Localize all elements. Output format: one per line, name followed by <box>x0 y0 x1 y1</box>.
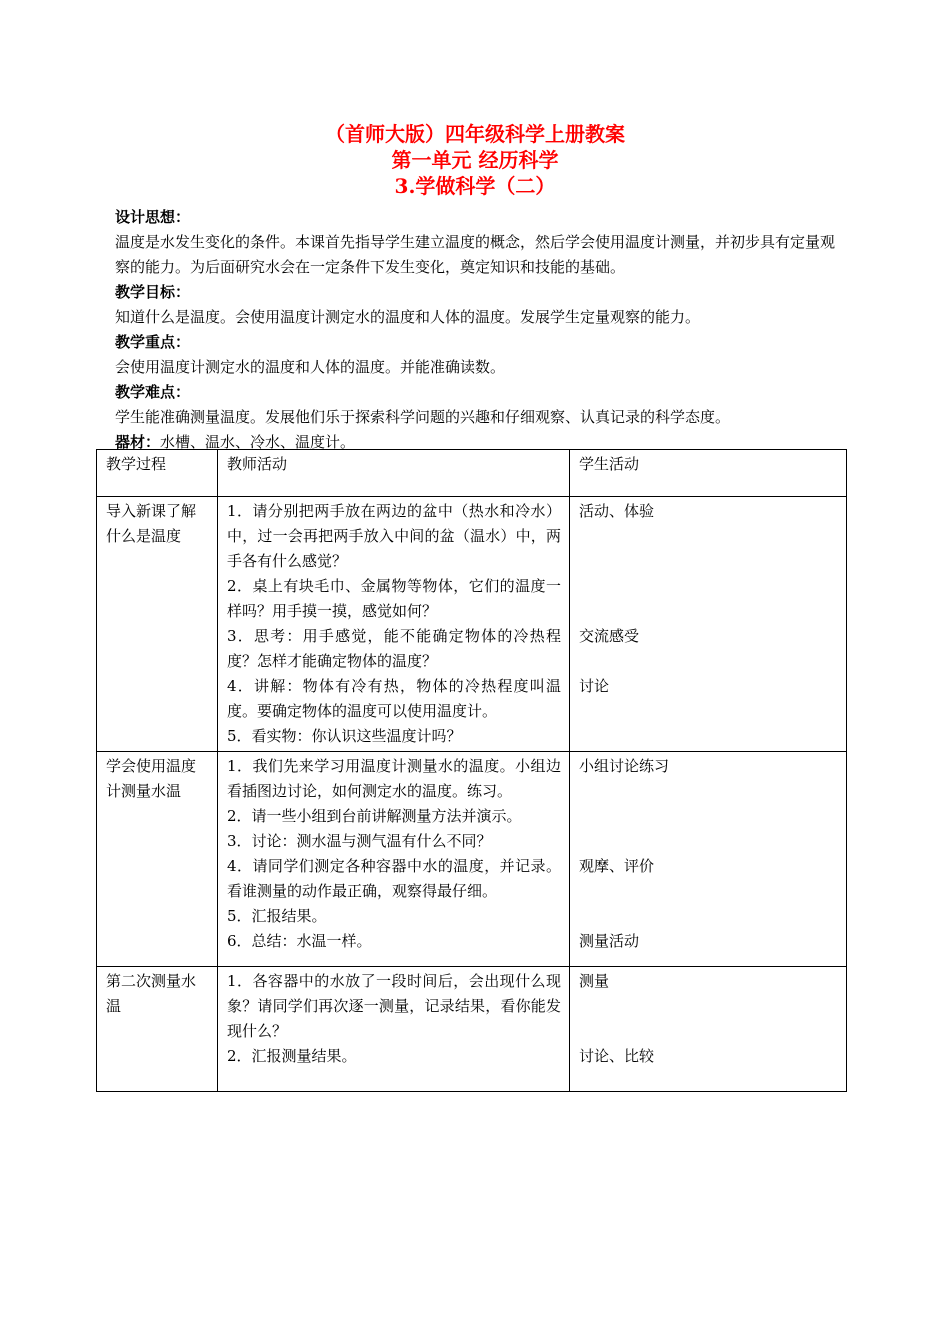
teacher-step: 5．汇报结果。 <box>227 907 327 925</box>
goal-text: 知道什么是温度。会使用温度计测定水的温度和人体的温度。发展学生定量观察的能力。 <box>115 308 701 326</box>
student-activity: 观摩、评价 <box>579 857 655 875</box>
teacher-cell <box>218 752 570 967</box>
teacher-step: 5．看实物：你认识这些温度计吗？ <box>227 727 462 745</box>
title-line-1: （首师大版）四年级科学上册教案 <box>325 122 625 146</box>
student-activity: 交流感受 <box>579 627 640 645</box>
lesson-process-table <box>96 449 847 1092</box>
teacher-step: 1．各容器中的水放了一段时间后，会出现什么现象？请同学们再次逐一测量，记录结果，看你能发现什么？ <box>227 972 561 1040</box>
table-row <box>97 752 847 967</box>
student-activity: 小组讨论练习 <box>579 757 670 775</box>
student-activity: 测量活动 <box>579 932 640 950</box>
materials-text: 水槽、温水、冷水、温度计。 <box>160 433 356 451</box>
student-activity: 讨论、比较 <box>579 1047 655 1065</box>
design-text: 温度是水发生变化的条件。本课首先指导学生建立温度的概念，然后学会使用温度计测量，并初步具有定量观察的能力。为后面研究水会在一定条件下发生变化，奠定知识和技能的基础。 <box>115 233 836 276</box>
teacher-step: 3．思考：用手感觉，能不能确定物体的冷热程度？怎样才能确定物体的温度？ <box>227 627 561 670</box>
table-row <box>97 967 847 1092</box>
teacher-step: 2．请一些小组到台前讲解测量方法并演示。 <box>227 807 522 825</box>
difficulty-heading: 教学难点： <box>115 383 191 401</box>
student-cell <box>570 497 847 752</box>
teacher-cell <box>218 497 570 752</box>
header-teacher: 教师活动 <box>218 450 570 497</box>
teacher-step: 3．讨论：测水温与测气温有什么不同？ <box>227 832 492 850</box>
student-activity: 活动、体验 <box>579 502 655 520</box>
teacher-step: 2．汇报测量结果。 <box>227 1047 357 1065</box>
materials-label: 器材： <box>115 433 161 451</box>
teacher-step: 2．桌上有块毛巾、金属物等物体，它们的温度一样吗？用手摸一摸，感觉如何？ <box>227 577 561 620</box>
teacher-cell <box>218 967 570 1092</box>
header-student: 学生活动 <box>570 450 847 497</box>
title-line-3: 3.学做科学（二） <box>394 174 556 198</box>
process-cell: 导入新课了解什么是温度 <box>97 497 218 752</box>
teacher-step: 6．总结：水温一样。 <box>227 932 372 950</box>
teacher-step: 4．请同学们测定各种容器中水的温度，并记录。看谁测量的动作最正确，观察得最仔细。 <box>227 857 561 900</box>
difficulty-text: 学生能准确测量温度。发展他们乐于探索科学问题的兴趣和仔细观察、认真记录的科学态度。 <box>115 408 731 426</box>
student-cell <box>570 752 847 967</box>
teacher-step: 1．请分别把两手放在两边的盆中（热水和冷水）中，过一会再把两手放入中间的盆（温水）中，两手各有什么感觉？ <box>227 502 561 570</box>
student-activity: 讨论 <box>579 677 610 695</box>
goal-heading: 教学目标： <box>115 283 191 301</box>
key-heading: 教学重点： <box>115 333 191 351</box>
process-cell: 学会使用温度计测量水温 <box>97 752 218 967</box>
student-activity: 测量 <box>579 972 610 990</box>
process-cell: 第二次测量水温 <box>97 967 218 1092</box>
lesson-intro <box>115 205 840 455</box>
design-heading: 设计思想： <box>115 208 191 226</box>
key-text: 会使用温度计测定水的温度和人体的温度。并能准确读数。 <box>115 358 506 376</box>
teacher-step: 1．我们先来学习用温度计测量水的温度。小组边看插图边讨论，如何测定水的温度。练习。 <box>227 757 561 800</box>
table-header-row <box>97 450 847 497</box>
header-process: 教学过程 <box>97 450 218 497</box>
student-cell <box>570 967 847 1092</box>
document-title <box>0 121 950 199</box>
title-line-2: 第一单元 经历科学 <box>391 148 559 172</box>
teacher-step: 4．讲解：物体有冷有热，物体的冷热程度叫温度。要确定物体的温度可以使用温度计。 <box>227 677 561 720</box>
table-row <box>97 497 847 752</box>
